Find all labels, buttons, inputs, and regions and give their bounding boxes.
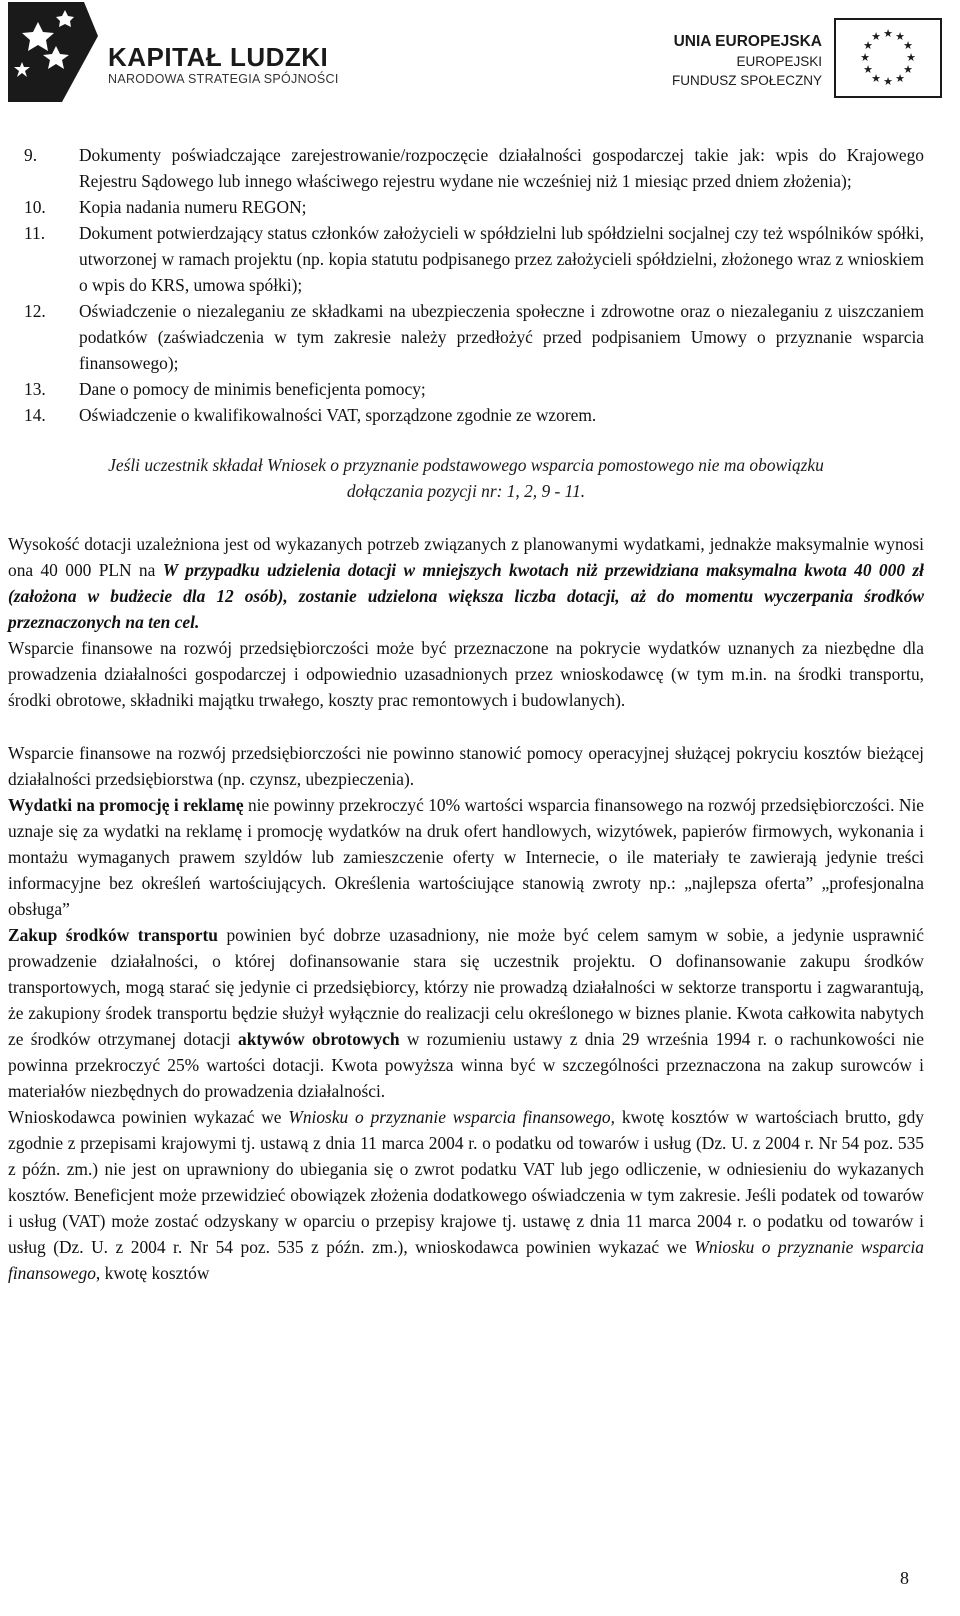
operational-aid-paragraph: Wsparcie finansowe na rozwój przedsiębiorczości nie powinno stanowić pomocy operacyjnej służącej pokryciu kosztów bieżącej działalności przedsiębiorstwa (np. czynsz, ubezpieczenia). (8, 743, 924, 789)
kapital-ludzki-title: KAPITAŁ LUDZKI (108, 42, 329, 72)
eu-flag (834, 18, 942, 98)
grant-amount-emphasis: W przypadku udzielenia dotacji w mniejszych kwotach niż przewidziana maksymalna kwota 40 000 zł (założona w budżecie dla 12 osób), zostanie udzielona większa liczba dotacji, aż do momentu wyczerpania środków przeznaczonych na ten cel. (8, 560, 924, 632)
list-item-text: Oświadczenie o kwalifikowalności VAT, sporządzone zgodnie ze wzorem. (79, 405, 597, 425)
svg-text:★: ★ (895, 72, 905, 85)
svg-text:★: ★ (895, 30, 905, 43)
promotion-paragraph (8, 792, 924, 922)
eu-logo (640, 18, 950, 102)
page-header (0, 0, 960, 110)
list-item-number: 13. (24, 379, 46, 399)
list-item (8, 402, 924, 428)
list-item-number: 11. (24, 223, 46, 243)
eu-stars-icon (836, 20, 940, 96)
list-item-number: 14. (24, 405, 46, 425)
list-item-text: Dokument potwierdzający status członków założycieli w spółdzielni lub spółdzielni socjalnej czy też wspólników spółki, utworzonej w ramach projektu (np. kopia statutu podpisanego przez założycieli spółdzielni, złożonego wraz z wnioskiem o wpis do KRS, umowa spółki); (79, 223, 924, 295)
vat-text-c: , kwotę kosztów (95, 1263, 210, 1283)
grant-use-paragraph: Wsparcie finansowe na rozwój przedsiębiorczości może być przeznaczone na pokrycie wydatków uznanych za niezbędne dla prowadzenia działalności gospodarczej i odpowiednio uzasadnionych przez wnioskodawcę (w tym m.in. na środki transportu, środki obrotowe, składniki majątku trwałego, koszty prac remontowych i budowlanych). (8, 638, 924, 710)
list-item-number: 10. (24, 197, 46, 217)
list-item (8, 142, 924, 194)
list-item-number: 12. (24, 301, 46, 321)
svg-text:★: ★ (883, 75, 893, 88)
kapital-ludzki-emblem-icon (8, 2, 100, 102)
list-item (8, 298, 924, 376)
kapital-ludzki-logo (8, 2, 368, 102)
list-item (8, 220, 924, 298)
svg-text:★: ★ (863, 63, 873, 76)
vat-text-b: kwotę kosztów w wartościach brutto, gdy zgodnie z przepisami krajowymi tj. ustawą z dnia 11 marca 2004 r. o podatku od towarów i usług (Dz. U. z 2004 r. Nr 54 poz. 535 z późn. zm.) nie jest on uprawniony do ubiegania się o zwrot podatku VAT lub jego odliczenie, w odniesieniu do wykazanych kosztów. Beneficjent może przewidzieć obowiązek złożenia dodatkowego oświadczenia w tym zakresie. Jeśli podatek od towarów i usług (VAT) może zostać odzyskany w oparciu o przepisy krajowe tj. ustawę z dnia 11 marca 2004 r. o podatku od towarów i usług (Dz. U. z 2004 r. Nr 54 poz. 535 z późn. zm.), wnioskodawca powinien wykazać we (8, 1107, 924, 1257)
svg-text:★: ★ (863, 39, 873, 52)
transport-heading: Zakup środków transportu (8, 925, 218, 945)
svg-text:★: ★ (906, 51, 916, 64)
current-assets-term: aktywów obrotowych (238, 1029, 400, 1049)
promotion-text: nie powinny przekroczyć 10% wartości wsparcia finansowego na rozwój przedsiębiorczości. Nie uznaje się za wydatki na reklamę i promocję wydatków na druk ofert handlowych, wizytówek, papierów firmowych, wykonania i montażu wymaganych prawem szyldów lub zamieszczenie oferty w Internecie, o ile materiały te zawierają jedynie treści informacyjne bez określeń wartościujących. Określenia wartościujące stanowią zwroty np.: „najlepsza oferta” „profesjonalna obsługa” (8, 795, 924, 919)
vat-application-title-1: Wniosku o przyznanie wsparcia finansowego, (288, 1107, 615, 1127)
vat-application-title-2: Wniosku o przyznanie wsparcia finansowego (8, 1237, 924, 1283)
list-item (8, 194, 924, 220)
svg-text:★: ★ (903, 63, 913, 76)
list-item-text: Oświadczenie o niezaleganiu ze składkami na ubezpieczenia społeczne i zdrowotne oraz o niezaleganiu z uiszczaniem podatków (zaświadczenia w tym zakresie należy przedłożyć przed podpisaniem Umowy o przyznanie wsparcia finansowego); (79, 301, 924, 373)
transport-paragraph (8, 922, 924, 1104)
list-item-text: Kopia nadania numeru REGON; (79, 197, 307, 217)
eu-logo-line2: EUROPEJSKI (736, 54, 822, 69)
vat-text-a: Wnioskodawca powinien wykazać we (8, 1107, 282, 1127)
list-item (8, 376, 924, 402)
grant-amount-text: Wysokość dotacji uzależniona jest od wykazanych potrzeb związanych z planowanymi wydatkami, jednakże maksymalnie wynosi ona 40 000 PLN na (8, 534, 924, 580)
svg-text:★: ★ (871, 30, 881, 43)
page-number: 8 (900, 1568, 909, 1588)
list-item-number: 9. (24, 145, 38, 165)
list-item-text: Dokumenty poświadczające zarejestrowanie/rozpoczęcie działalności gospodarczej takie jak: wpis do Krajowego Rejestru Sądowego lub innego właściwego rejestru wydane nie wcześniej niż 1 miesiąc przed dniem złożenia); (79, 145, 924, 191)
eu-logo-text (672, 32, 822, 90)
required-documents-list (8, 142, 924, 428)
grant-amount-paragraph (8, 531, 924, 635)
svg-text:★: ★ (883, 27, 893, 40)
list-item-text: Dane o pomocy de minimis beneficjenta pomocy; (79, 379, 426, 399)
transport-text: powinien być dobrze uzasadniony, nie może być celem samym w sobie, a jedynie usprawnić prowadzenie działalności, o której dofinansowanie stara się uczestnik projektu. O dofinansowanie zakupu środków transportowych, mogą starać się jedynie ci przedsiębiorcy, którzy nie prowadzą działalności w sektorze transportu i zagwarantują, że zakupiony środek transportu będzie służył wyłącznie do realizacji celu określonego w biznes planie. Kwota całkowita nabytych ze środków otrzymanej dotacji (8, 925, 924, 1049)
italic-note: Jeśli uczestnik składał Wniosek o przyznanie podstawowego wsparcia pomostowego nie ma obowiązku dołączania pozycji nr: 1, 2, 9 - 11. (108, 455, 824, 501)
vat-paragraph (8, 1104, 924, 1286)
eu-logo-line1: UNIA EUROPEJSKA (673, 33, 822, 50)
document-body (8, 142, 924, 1286)
eu-logo-line3: FUNDUSZ SPOŁECZNY (671, 73, 822, 88)
promotion-heading: Wydatki na promocję i reklamę (8, 795, 244, 815)
current-assets-text: w rozumieniu ustawy z dnia 29 września 1994 r. o rachunkowości nie powinna przekroczyć 25% wartości dotacji. Kwota powyższa winna być w szczególności przeznaczona na zakup surowców i materiałów niezbędnych do prowadzenia działalności. (8, 1029, 924, 1101)
svg-text:★: ★ (871, 72, 881, 85)
kapital-ludzki-subtitle: NARODOWA STRATEGIA SPÓJNOŚCI (108, 72, 339, 86)
svg-text:★: ★ (860, 51, 870, 64)
svg-text:★: ★ (903, 39, 913, 52)
